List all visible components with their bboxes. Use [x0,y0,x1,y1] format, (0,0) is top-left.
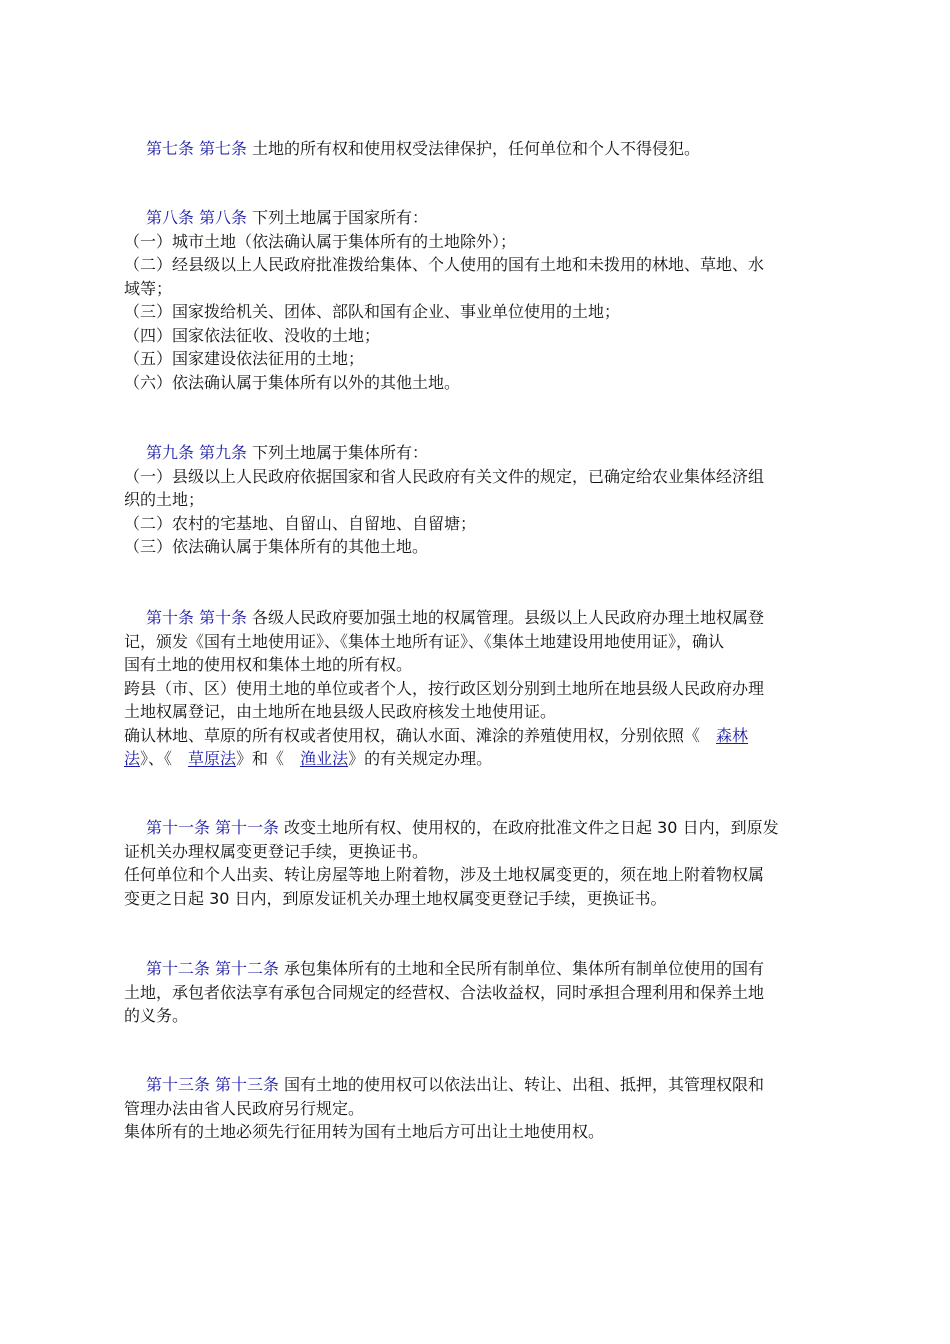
article-label: 第七条 [146,139,195,158]
fishery-law-link[interactable]: 渔业法 [300,749,349,768]
article-text: （一）县级以上人民政府依据国家和省人民政府有关文件的规定，已确定给农业集体经济组 [124,466,765,486]
article-12 [124,957,834,1028]
article-text: 承包集体所有的土地和全民所有制单位、集体所有制单位使用的国有 [284,959,765,978]
article-title: 第七条 [199,139,248,158]
article-text: （三）依法确认属于集体所有的其他土地。 [124,537,429,556]
article-label: 第十二条 [146,959,211,978]
article-text: 土地权属登记，由土地所在地县级人民政府核发土地使用证。 [124,702,557,721]
article-heading-line [124,816,834,840]
article-text: （三）国家拨给机关、团体、部队和国有企业、事业单位使用的土地； [124,302,621,321]
article-text: 国有土地的使用权和集体土地的所有权。 [124,655,413,674]
article-text: 跨县（市、区）使用土地的单位或者个人，按行政区划分别到土地所在地县级人民政府办理 [124,678,765,698]
article-title: 第九条 [199,443,248,462]
article-heading-line [124,206,834,230]
article-text: 的义务。 [124,1006,189,1025]
article-7 [124,137,834,161]
article-title: 第十条 [199,608,248,627]
article-text: 确认林地、草原的所有权或者使用权，确认水面、滩涂的养殖使用权，分别依照《 [124,725,701,745]
article-text: 域等； [124,278,173,298]
article-label: 第十一条 [146,818,211,837]
article-text: （一）城市土地（依法确认属于集体所有的土地除外）； [124,231,517,251]
article-10 [124,606,834,771]
article-text: 任何单位和个人出卖、转让房屋等地上附着物，涉及土地权属变更的，须在地上附着物权属 [124,865,765,884]
article-title: 第十三条 [215,1075,280,1094]
article-label: 第十条 [146,608,195,627]
article-text: 土地，承包者依法享有承包合同规定的经营权、合法收益权，同时承担合理利用和保养土地 [124,982,765,1002]
article-text: 土地的所有权和使用权受法律保护，任何单位和个人不得侵犯。 [252,139,701,158]
article-title: 第十二条 [215,959,280,978]
article-text: 变更之日起 30 日内，到原发证机关办理土地权属变更登记手续，更换证书。 [124,888,667,908]
article-heading-line [124,137,834,161]
article-text: 改变土地所有权、使用权的，在政府批准文件之日起 30 日内，到原发 [284,818,779,837]
article-text: 》的有关规定办理。 [348,749,493,768]
article-text: （二）农村的宅基地、自留山、自留地、自留塘； [124,513,477,533]
article-text: 织的土地； [124,490,205,509]
article-text: 国有土地的使用权可以依法出让、转让、出租、抵押，其管理权限和 [284,1075,765,1094]
article-text: 管理办法由省人民政府另行规定。 [124,1098,365,1118]
article-text: 集体所有的土地必须先行征用转为国有土地后方可出让土地使用权。 [124,1122,605,1141]
article-text: （五）国家建设依法征用的土地； [124,349,365,368]
article-text: 下列土地属于国家所有： [252,208,429,227]
article-text: （二）经县级以上人民政府批准拨给集体、个人使用的国有土地和未拨用的林地、草地、水 [124,255,765,274]
article-heading-line [124,441,834,465]
article-label: 第十三条 [146,1075,211,1094]
article-text: 各级人民政府要加强土地的权属管理。县级以上人民政府办理土地权属登 [252,608,765,627]
article-title: 第十一条 [215,818,280,837]
separator-text: 》和《 [236,749,285,768]
article-title: 第八条 [199,208,248,227]
article-text: 证机关办理权属变更登记手续，更换证书。 [124,841,429,861]
separator-text: 》、《 [140,749,173,768]
article-9 [124,441,834,559]
article-text: （六）依法确认属于集体所有以外的其他土地。 [124,372,461,392]
article-heading-line [124,606,834,630]
article-text: 下列土地属于集体所有： [252,443,429,462]
article-text-line [124,724,834,748]
forest-law-link-cont[interactable]: 法 [124,749,141,768]
article-text-line [124,747,834,771]
article-13 [124,1073,834,1144]
article-text: （四）国家依法征收、没收的土地； [124,325,381,345]
article-label: 第九条 [146,443,195,462]
article-11 [124,816,834,910]
article-label: 第八条 [146,208,195,227]
forest-law-link[interactable]: 森林 [716,725,749,745]
article-heading-line [124,1073,834,1097]
article-heading-line [124,957,834,981]
article-8 [124,206,834,394]
article-text: 记，颁发《国有土地使用证》、《集体土地所有证》、《集体土地建设用地使用证》，确认 [124,631,725,651]
grassland-law-link[interactable]: 草原法 [188,749,237,768]
